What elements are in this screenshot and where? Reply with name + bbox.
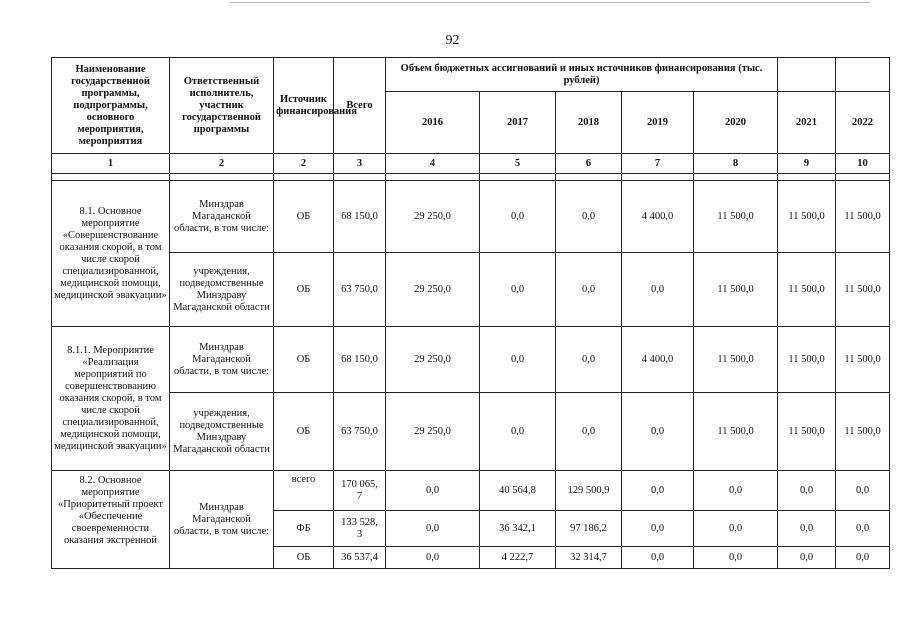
row-value: 11 500,0 xyxy=(694,327,778,393)
row-total: 36 537,4 xyxy=(334,547,386,569)
column-number: 7 xyxy=(622,154,694,174)
header-year: 2017 xyxy=(480,92,556,154)
row-value: 11 500,0 xyxy=(694,393,778,471)
row-value: 0,0 xyxy=(556,181,622,253)
row-name: 8.1. Основное мероприятие «Совершенствование оказания скорой, в том числе скорой специализированной, медицинской помощи, медицинской эвакуации» xyxy=(52,181,170,327)
row-value: 0,0 xyxy=(622,253,694,327)
table-row xyxy=(52,327,890,393)
row-source: ОБ xyxy=(274,253,334,327)
table-row xyxy=(52,471,890,511)
header-blank xyxy=(836,58,890,92)
header-volume: Объем бюджетных ассигнований и иных источников финансирования (тыс. рублей) xyxy=(386,58,778,92)
row-value: 0,0 xyxy=(480,393,556,471)
row-value: 0,0 xyxy=(622,547,694,569)
row-value: 4 222,7 xyxy=(480,547,556,569)
row-total: 68 150,0 xyxy=(334,327,386,393)
row-value: 0,0 xyxy=(556,393,622,471)
row-value: 0,0 xyxy=(480,181,556,253)
row-value: 11 500,0 xyxy=(778,327,836,393)
row-value: 11 500,0 xyxy=(778,393,836,471)
row-executor: учреждения, подведомственные Минздраву Магаданской области xyxy=(170,393,274,471)
row-value: 97 186,2 xyxy=(556,511,622,547)
row-value: 11 500,0 xyxy=(836,253,890,327)
row-name: 8.1.1. Мероприятие «Реализация мероприятий по совершенствованию оказания скорой, в том числе скорой специализированной, медицинской помощи, медицинской эвакуации» xyxy=(52,327,170,471)
header-year: 2018 xyxy=(556,92,622,154)
row-value: 0,0 xyxy=(694,511,778,547)
header-year: 2021 xyxy=(778,92,836,154)
row-value: 4 400,0 xyxy=(622,327,694,393)
spacer-row xyxy=(52,174,890,181)
page-number: 92 xyxy=(445,33,460,48)
scan-edge-line xyxy=(230,2,870,3)
row-total: 170 065, 7 xyxy=(334,471,386,511)
table-row xyxy=(52,181,890,253)
row-value: 0,0 xyxy=(622,393,694,471)
row-source: ОБ xyxy=(274,393,334,471)
header-name: Наименование государственной программы, подпрограммы, основного мероприятия, мероприятия xyxy=(52,58,170,154)
table-row xyxy=(52,253,890,327)
header-source: Источник финансирования xyxy=(274,58,334,154)
row-value: 0,0 xyxy=(556,327,622,393)
row-name: 8.2. Основное мероприятие «Приоритетный проект «Обеспечение своевременности оказания экстренной xyxy=(52,471,170,569)
column-number: 9 xyxy=(778,154,836,174)
row-total: 133 528, 3 xyxy=(334,511,386,547)
row-source: ОБ xyxy=(274,181,334,253)
row-value: 11 500,0 xyxy=(778,253,836,327)
column-number: 2 xyxy=(170,154,274,174)
row-value: 29 250,0 xyxy=(386,181,480,253)
row-value: 0,0 xyxy=(694,547,778,569)
row-value: 0,0 xyxy=(622,471,694,511)
header-row-top xyxy=(52,58,890,92)
column-number: 3 xyxy=(334,154,386,174)
row-value: 0,0 xyxy=(386,511,480,547)
row-value: 29 250,0 xyxy=(386,253,480,327)
header-year: 2016 xyxy=(386,92,480,154)
row-value: 0,0 xyxy=(836,511,890,547)
row-value: 11 500,0 xyxy=(836,393,890,471)
row-value: 0,0 xyxy=(836,547,890,569)
row-source: ОБ xyxy=(274,547,334,569)
row-value: 32 314,7 xyxy=(556,547,622,569)
column-number: 6 xyxy=(556,154,622,174)
row-value: 4 400,0 xyxy=(622,181,694,253)
row-value: 11 500,0 xyxy=(694,253,778,327)
row-value: 0,0 xyxy=(556,253,622,327)
column-number: 8 xyxy=(694,154,778,174)
row-value: 0,0 xyxy=(836,471,890,511)
budget-table xyxy=(51,57,890,569)
column-number: 1 xyxy=(52,154,170,174)
row-value: 0,0 xyxy=(694,471,778,511)
column-number: 5 xyxy=(480,154,556,174)
row-executor: Минздрав Магаданской области, в том числе: xyxy=(170,471,274,569)
header-executor: Ответственный исполнитель, участник государственной программы xyxy=(170,58,274,154)
row-executor: учреждения, подведомственные Минздраву Магаданской области xyxy=(170,253,274,327)
row-value: 0,0 xyxy=(386,471,480,511)
header-total: Всего xyxy=(334,58,386,154)
row-total: 68 150,0 xyxy=(334,181,386,253)
row-value: 11 500,0 xyxy=(836,181,890,253)
row-value: 129 500,9 xyxy=(556,471,622,511)
row-source: ОБ xyxy=(274,327,334,393)
row-value: 40 564,8 xyxy=(480,471,556,511)
row-total: 63 750,0 xyxy=(334,253,386,327)
column-numbers-row xyxy=(52,154,890,174)
header-year: 2019 xyxy=(622,92,694,154)
row-value: 0,0 xyxy=(480,327,556,393)
row-value: 0,0 xyxy=(622,511,694,547)
row-value: 29 250,0 xyxy=(386,327,480,393)
row-value: 11 500,0 xyxy=(694,181,778,253)
column-number: 2 xyxy=(274,154,334,174)
column-number: 10 xyxy=(836,154,890,174)
row-executor: Минздрав Магаданской области, в том числе: xyxy=(170,327,274,393)
row-source: ФБ xyxy=(274,511,334,547)
row-value: 0,0 xyxy=(386,547,480,569)
row-total: 63 750,0 xyxy=(334,393,386,471)
row-value: 29 250,0 xyxy=(386,393,480,471)
row-executor: Минздрав Магаданской области, в том числе: xyxy=(170,181,274,253)
row-value: 0,0 xyxy=(778,547,836,569)
column-number: 4 xyxy=(386,154,480,174)
header-year: 2022 xyxy=(836,92,890,154)
row-value: 11 500,0 xyxy=(836,327,890,393)
row-value: 0,0 xyxy=(778,471,836,511)
row-source: всего xyxy=(274,471,334,511)
row-value: 0,0 xyxy=(480,253,556,327)
header-year: 2020 xyxy=(694,92,778,154)
row-value: 0,0 xyxy=(778,511,836,547)
table-row xyxy=(52,393,890,471)
row-value: 11 500,0 xyxy=(778,181,836,253)
header-blank xyxy=(778,58,836,92)
row-value: 36 342,1 xyxy=(480,511,556,547)
